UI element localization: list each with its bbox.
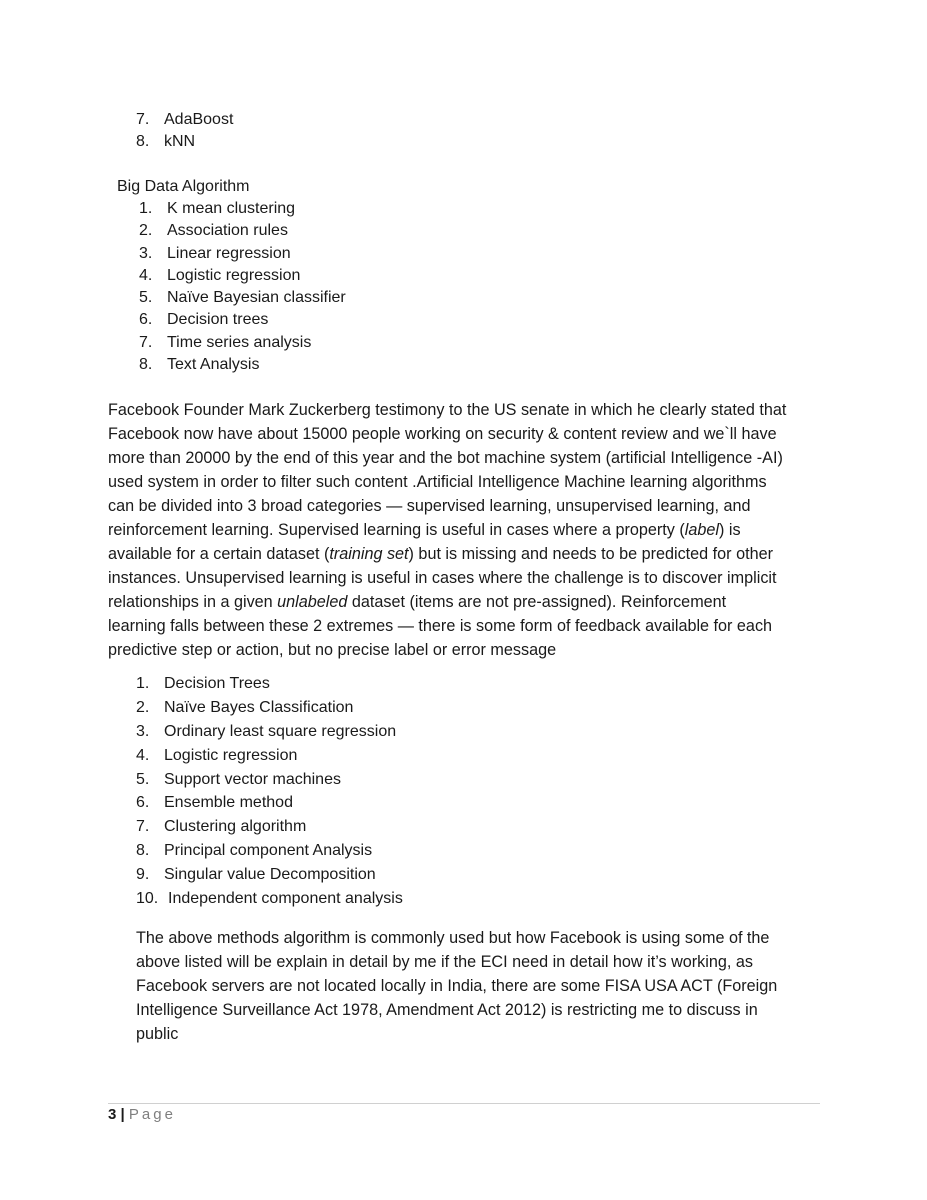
page-label: Page [128,1106,176,1123]
list-item-number: 7. [136,818,150,836]
footer-separator: | [120,1106,125,1123]
list-item-number: 8. [136,842,150,860]
list-item-text: Ensemble method [164,794,293,812]
list-item-number: 6. [136,794,150,812]
list-item-text: kNN [164,133,196,150]
list-item-text: Logistic regression [164,746,298,764]
list-item-text: Support vector machines [164,770,341,788]
list-item-number: 7. [139,333,153,351]
list-item-number: 7. [136,111,150,128]
list-item-number: 2. [136,698,150,716]
list-item-text: Association rules [167,222,288,240]
body-paragraph [108,398,823,662]
paragraph-text: Facebook Founder Mark Zuckerberg testimony to the US senate in which he clearly stated that Facebook now have about 15000 people working on security & content review and we`ll have more than 20000 by the end of this year and the bot machine system (artificial Intelligence -AI) used system in order to filter such content .Artificial Intelligence Machine learning algorithms can be divided into 3 broad categories — supervised learning, unsupervised learning, and reinforcement learning. Supervised learning is useful in cases where a property ( [108,401,787,539]
list-item-number: 3. [136,722,150,740]
list-item-text: Decision Trees [164,675,270,692]
list-item-text: Naïve Bayes Classification [164,698,354,716]
list-item-number: 8. [136,133,150,150]
list-item-text: Text Analysis [167,356,260,374]
list-item-number: 8. [139,356,153,374]
list-item-text: K mean clustering [167,200,296,217]
list-item-text: Principal component Analysis [164,842,373,860]
list-item-number: 4. [136,746,150,764]
list-item-number: 1. [136,675,150,692]
paragraph-text: ) is available for a certain dataset ( [108,521,741,563]
list-item-number: 2. [139,222,153,240]
list-item-text: Singular value Decomposition [164,866,376,884]
list-item-number: 5. [136,770,150,788]
list-item-text: Logistic regression [167,266,301,284]
section-heading: Big Data Algorithm [117,178,250,195]
list-item-text: Clustering algorithm [164,818,307,836]
page-number: 3 [108,1106,117,1123]
list-item-text: Independent component analysis [168,890,403,908]
list-item-number: 3. [139,244,153,262]
list-item-text: Naïve Bayesian classifier [167,289,346,307]
list-item-number: 9. [136,866,150,884]
paragraph-text: ) but is missing and needs to be predicted for other instances. Unsupervised learning is useful in cases where the challenge is to discover implicit relationships in a given [108,545,777,611]
list-item-text: Linear regression [167,244,291,262]
page-footer [108,1106,176,1123]
list-item-number: 10. [136,890,159,908]
footer-divider [108,1103,820,1104]
list-item-number: 4. [139,266,153,284]
italic-term: unlabeled [277,593,348,611]
list-item-text: Time series analysis [167,333,312,351]
list-item-number: 1. [139,200,153,217]
body-paragraph: The above methods algorithm is commonly used but how Facebook is using some of the above listed will be explain in detail by me if the ECI need in detail how it’s working, as Facebook servers are not located locally in India, there are some FISA USA ACT (Foreign Intelligence Surveillance Act 1978, Amendment Act 2012) is restricting me to discuss in public [136,929,778,1043]
list-item-text: AdaBoost [164,111,234,128]
paragraph-text: dataset (items are not pre-assigned). Reinforcement learning falls between these 2 extremes — there is some form of feedback available for each predictive step or action, but no precise label or error message [108,593,773,659]
list-item-number: 6. [139,311,153,329]
italic-term: label [684,521,719,539]
list-item-text: Decision trees [167,311,269,329]
list-item-number: 5. [139,289,153,307]
list-item-text: Ordinary least square regression [164,722,397,740]
italic-term: training set [329,545,409,563]
